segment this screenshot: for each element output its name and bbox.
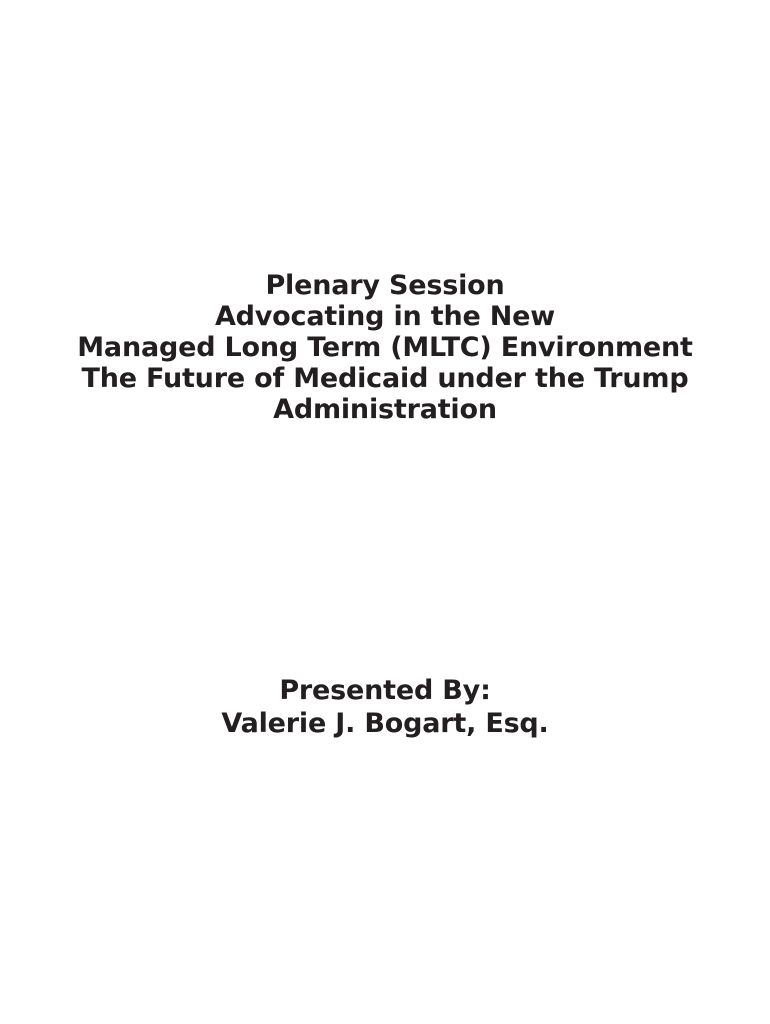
presenter-name: Valerie J. Bogart, Esq.	[221, 708, 549, 739]
presenter-label: Presented By:	[279, 675, 491, 706]
title-line-1: Plenary Session	[265, 270, 505, 301]
title-line-2: Advocating in the New	[214, 301, 556, 332]
session-title	[0, 270, 770, 425]
title-line-4: The Future of Medicaid under the Trump	[81, 363, 689, 394]
title-line-3: Managed Long Term (MLTC) Environment	[77, 332, 693, 363]
title-line-5: Administration	[273, 394, 497, 425]
presenter-section	[0, 674, 770, 740]
